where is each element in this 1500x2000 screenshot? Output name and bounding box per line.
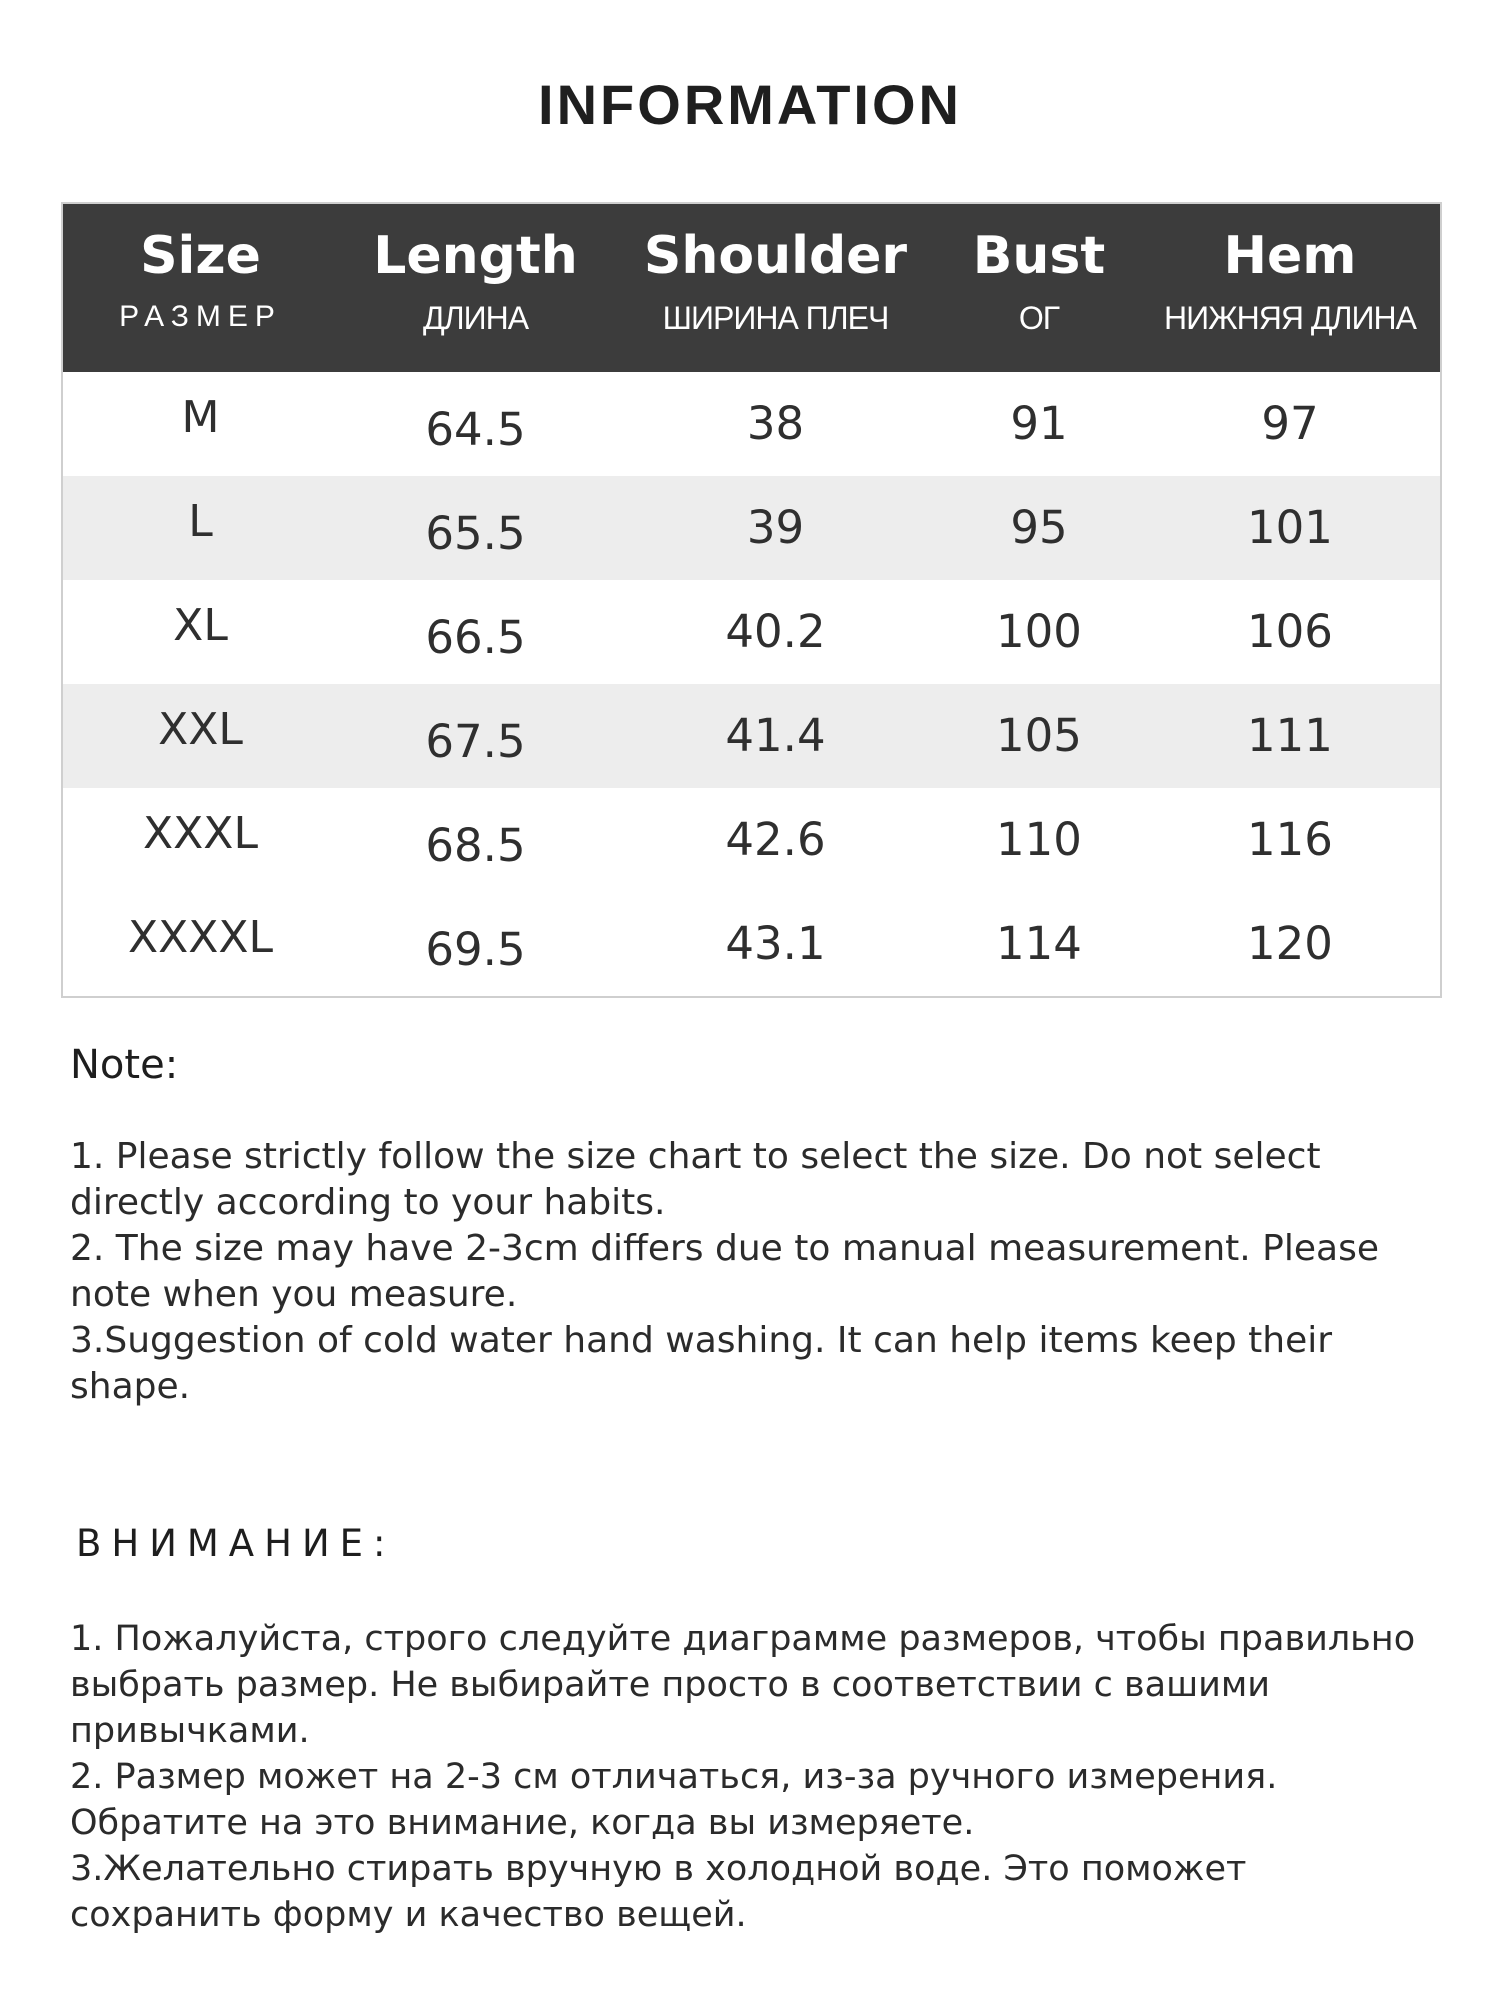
cell-shoulder: 42.6 <box>725 812 826 866</box>
note-item: 2. The size may have 2-3cm differs due to manual measurement. Please note when you measure. <box>70 1228 1379 1315</box>
cell-bust: 91 <box>1010 396 1068 450</box>
size-table <box>61 202 1442 998</box>
table-row <box>63 892 1440 996</box>
header-label-en: Hem <box>1223 226 1357 286</box>
table-row <box>63 684 1440 788</box>
cell-hem: 116 <box>1247 812 1333 866</box>
cell-bust: 95 <box>1010 500 1068 554</box>
cell-length: 64.5 <box>425 402 526 456</box>
cell-hem: 97 <box>1261 396 1319 450</box>
header-shoulder <box>613 204 938 372</box>
header-label-ru: РАЗМЕР <box>119 300 282 333</box>
header-size <box>63 204 338 372</box>
cell-shoulder: 41.4 <box>725 708 826 762</box>
header-label-ru: ШИРИНА ПЛЕЧ <box>662 300 889 336</box>
header-label-ru: ДЛИНА <box>422 300 529 336</box>
note-ru-item: 1. Пожалуйста, строго следуйте диаграмме размеров, чтобы правильно выбрать размер. Не выбирайте просто в соответствии с вашими привычками. <box>70 1619 1416 1751</box>
cell-shoulder: 40.2 <box>725 604 826 658</box>
header-hem <box>1140 204 1440 372</box>
note-ru-list <box>70 1616 1440 1938</box>
header-bust <box>938 204 1140 372</box>
cell-size: XL <box>173 599 228 651</box>
cell-length: 69.5 <box>425 922 526 976</box>
table-row <box>63 788 1440 892</box>
table-row <box>63 580 1440 684</box>
page-title: INFORMATION <box>538 73 962 136</box>
cell-size: L <box>188 495 213 547</box>
cell-size: XXXL <box>143 807 258 859</box>
note-item: 1. Please strictly follow the size chart to select the size. Do not select directly according to your habits. <box>70 1136 1321 1223</box>
note-ru-item: 3.Желательно стирать вручную в холодной воде. Это поможет сохранить форму и качество вещей. <box>70 1849 1247 1935</box>
header-label-en: Bust <box>972 226 1106 286</box>
header-label-en: Shoulder <box>643 226 908 286</box>
table-row <box>63 476 1440 580</box>
table-header <box>63 204 1440 372</box>
note-ru-heading: ВНИМАНИЕ: <box>76 1522 396 1565</box>
cell-bust: 114 <box>996 916 1082 970</box>
cell-size: M <box>181 391 220 443</box>
cell-length: 65.5 <box>425 506 526 560</box>
header-label-en: Size <box>140 226 261 286</box>
note-item: 3.Suggestion of cold water hand washing. It can help items keep their shape. <box>70 1320 1333 1407</box>
cell-size: XXXXL <box>127 911 274 963</box>
cell-shoulder: 39 <box>746 500 805 554</box>
header-label-ru: НИЖНЯЯ ДЛИНА <box>1164 300 1416 336</box>
cell-length: 66.5 <box>425 610 526 664</box>
cell-bust: 110 <box>996 812 1082 866</box>
note-heading: Note: <box>70 1042 179 1088</box>
note-list <box>70 1134 1400 1410</box>
cell-hem: 111 <box>1247 708 1333 762</box>
cell-hem: 120 <box>1247 916 1333 970</box>
header-label-en: Length <box>373 226 578 286</box>
cell-length: 68.5 <box>425 818 526 872</box>
header-length <box>338 204 613 372</box>
cell-hem: 101 <box>1247 500 1333 554</box>
cell-hem: 106 <box>1247 604 1333 658</box>
cell-shoulder: 38 <box>746 396 805 450</box>
cell-size: XXL <box>158 703 243 755</box>
cell-bust: 100 <box>996 604 1082 658</box>
cell-shoulder: 43.1 <box>725 916 826 970</box>
cell-length: 67.5 <box>425 714 526 768</box>
note-ru-item: 2. Размер может на 2-3 см отличаться, из-за ручного измерения. Обратите на это внимание, когда вы измеряете. <box>70 1757 1278 1843</box>
header-label-ru: ОГ <box>1018 300 1060 336</box>
table-row <box>63 372 1440 476</box>
cell-bust: 105 <box>996 708 1082 762</box>
